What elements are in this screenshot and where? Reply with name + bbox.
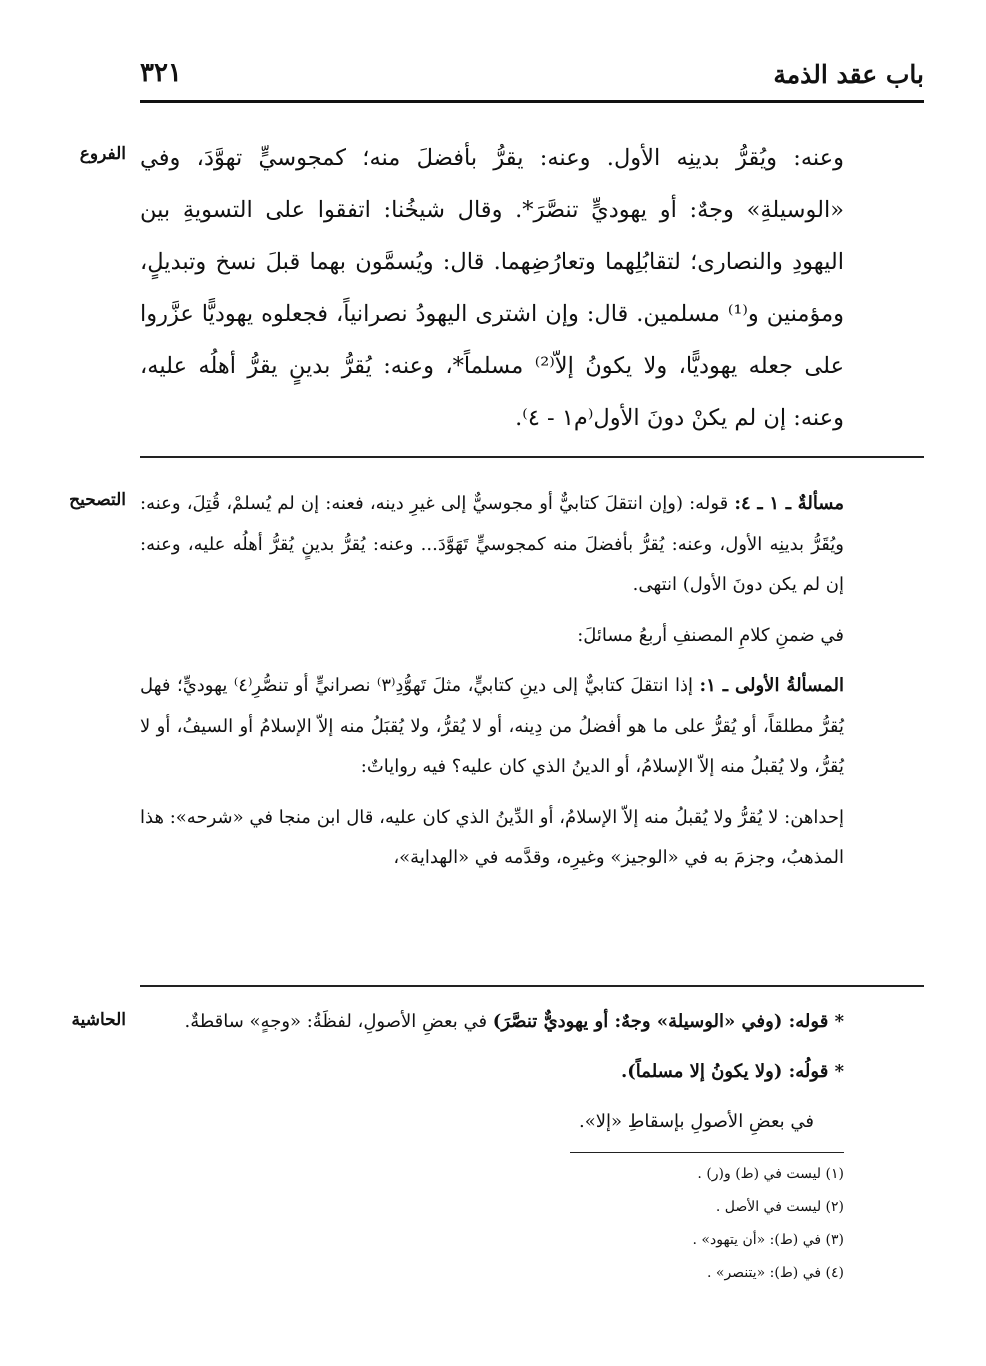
footnote-4: (٤) في (ط): «يتنصر» . — [706, 1265, 844, 1281]
header-rule — [140, 100, 924, 103]
page-header — [140, 56, 924, 100]
footnotes — [140, 1158, 844, 1290]
hashiya-note-1 — [140, 1003, 844, 1041]
footnote-2: (٢) ليست في الأصل . — [715, 1199, 844, 1215]
tashih-para-4: إحداهن: لا يُقرُّ ولا يُقبلُ منه إلاّ الإسلامُ، أو الدِّينُ الذي كان عليه، قال ابن منجا في «شرحه»: هذا المذهبُ، وجزمَ به في «الوجيز» وغيرِه، وقدَّمه في «الهداية»، — [140, 806, 844, 868]
tashih-para-3-text: إذا انتقلَ كتابيٌّ إلى دينِ كتابيٍّ، مثلَ تَهوُّدِ⁽٣⁾ نصرانيٍّ أو تنصُّرِ⁽٤⁾ يهوديٍّ؛ فهل يُقرُّ مطلقاً، أو يُقرُّ على ما هو أفضلُ من دِينه، أو لا يُقرُّ، ولا يُقبَلُ منه إلاّ الإسلامُ أو السيفُ، أو لا يُقرُّ، ولا يُقبلُ منه إلاّ الإسلامُ، أو الدينُ الذي كان عليه؟ فيه رواياتٌ: — [140, 675, 844, 777]
tashih-para-2: في ضمنِ كلامِ المصنفِ أربعُ مسائلَ: — [577, 624, 844, 646]
page-number: ٣٢١ — [140, 58, 182, 88]
tashih-para-1-text: قوله: (وإن انتقلَ كتابيٌّ أو مجوسيٌّ إلى غيرِ دينه، فعنه: إن لم يُسلمْ، قُتِلَ، وعنه: ويُقَرُّ بدينِه الأول، وعنه: يُقرُّ بأفضلَ منه كمجوسيٍّ تَهَوَّدَ... وعنه: يُقرُّ بدينٍ يُقرُّ أهلُه عليه، وعنه: إن لم يكن دونَ الأول) انتهى. — [140, 493, 844, 595]
label-tashih: التصحيح — [69, 490, 126, 510]
tashih-para-3 — [140, 666, 844, 788]
label-hashiya: الحاشية — [71, 1010, 126, 1030]
tashih-text — [140, 484, 844, 879]
hashiya-note-2 — [140, 1053, 844, 1091]
label-furu: الفروع — [79, 144, 126, 164]
hashiya-notes — [140, 1003, 844, 1141]
footnote-1: (١) ليست في (ط) و(ر) . — [697, 1166, 844, 1182]
hashiya-note-1-text: في بعضِ الأصولِ، لفظَةُ: «وجهٍ» ساقطةٌ. — [184, 1011, 493, 1032]
first-issue-heading: المسألةُ الأولى ـ ١: — [699, 675, 844, 696]
issue-heading: مسألةٌ ـ ١ ـ ٤: — [734, 493, 844, 514]
hashiya-note-1-heading: * قوله: (وفي «الوسيلة» وجهٌ: أو يهوديٌّ تنصَّرَ) — [492, 1011, 844, 1032]
hashiya-note-3: في بعضِ الأصولِ بإسقاطِ «إلا». — [579, 1111, 814, 1132]
tashih-para-1 — [140, 484, 844, 606]
section-divider-1 — [140, 456, 924, 458]
footnote-separator — [570, 1152, 844, 1153]
furu-text: وعنه: ويُقرُّ بدينِه الأول. وعنه: يقرُّ بأفضلَ منه؛ كمجوسيٍّ تهوَّدَ، وفي «الوسيلةِ» وجهٌ: أو يهوديٍّ تنصَّرَ*. وقال شيخُنا: اتفقوا على التسويةِ بين اليهودِ والنصارى؛ لتقابُلِهما وتعارُضِهما. قال: ويُسمَّون بهما قبلَ نسخ وتبديلٍ، ومؤمنين و⁽¹⁾ مسلمين. قال: وإن اشترى اليهودُ نصرانياً، فجعلوه يهوديًّا عزَّروا على جعله يهوديًّا، ولا يكونُ إلاّ⁽²⁾ مسلماً*، وعنه: يُقرُّ بدينٍ يقرُّ أهلُه عليه، وعنه: إن لم يكنْ دونَ الأول⁽م١ - ٤⁾. — [140, 145, 845, 431]
chapter-title: باب عقد الذمة — [773, 60, 924, 89]
footnote-3: (٣) في (ط): «أن يتهود» . — [692, 1232, 844, 1248]
hashiya-note-2-heading: * قولُه: (ولا يكونُ إلا مسلماً). — [621, 1061, 844, 1082]
section-divider-2 — [140, 985, 924, 987]
